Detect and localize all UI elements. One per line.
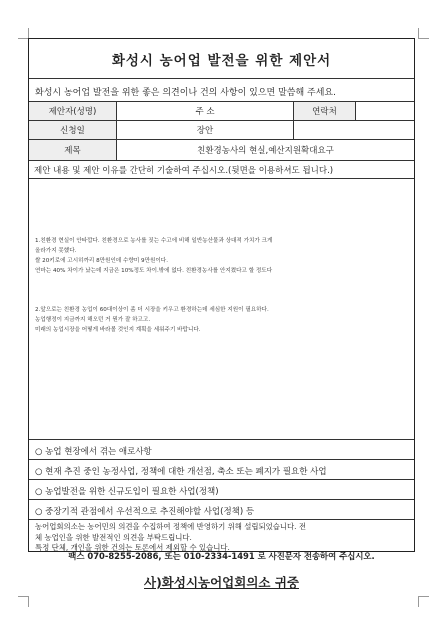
notice-text bbox=[29, 519, 414, 553]
proposer-label: 제안자(성명) bbox=[29, 102, 116, 120]
option-item: ○ 중장기적 관점에서 우선적으로 추진해야할 사업(정책) 등 bbox=[29, 500, 414, 520]
affiliation-value[interactable]: 장안 bbox=[196, 126, 214, 136]
content-paragraph-2 bbox=[35, 305, 408, 335]
crop-mark-top-right bbox=[418, 28, 429, 39]
content-line: 농업행정이 지금까지 해오던 거 뭔가 잘 하고고. bbox=[35, 317, 151, 323]
proposal-form bbox=[28, 38, 415, 552]
recipient-footer bbox=[28, 573, 415, 591]
subject-row bbox=[29, 140, 414, 161]
proposer-value[interactable]: 주 소 bbox=[195, 107, 215, 117]
content-body[interactable] bbox=[29, 179, 414, 440]
crop-mark-bottom-right bbox=[418, 596, 429, 607]
proposer-row bbox=[29, 102, 414, 121]
content-line: 올라가지 못했다. bbox=[35, 248, 77, 254]
content-line: 1.친환경 현실이 안타깝다. 친환경으로 농사를 짓는 수고에 비해 일반농산물과 상대적 가치가 크게 bbox=[35, 238, 273, 244]
fax-contact-line: 팩스 070-8255-2086, 또는 010-2334-1491 로 사진문자 전송하여 주십시오. bbox=[68, 551, 375, 561]
form-title: 화성시 농어업 발전을 위한 제안서 bbox=[29, 39, 414, 79]
contact-value[interactable] bbox=[356, 102, 414, 120]
notice-line: 체 농업인을 위한 발전적인 의견을 부탁드립니다. bbox=[35, 532, 192, 542]
notice-line: 특정 단체, 개인을 위한 건의는 토론에서 제외할 수 있습니다. bbox=[35, 543, 230, 552]
content-line: 미래의 농업시장을 어떻게 바라볼 것인지 계획을 세워주기 바랍니다. bbox=[35, 327, 201, 333]
content-hint: 제안 내용 및 제안 이유를 간단히 기술하여 주십시오.(뒷면을 이용하셔도 됩니다.) bbox=[29, 161, 414, 179]
option-item: ○ 현재 추진 중인 농정사업, 정책에 대한 개선점, 축소 또는 폐지가 필요한 사업 bbox=[29, 460, 414, 480]
affiliation-row bbox=[29, 121, 414, 140]
content-line: 쌀 20키로에 고시히까리 8만원인데 수향미 9만원이다. bbox=[35, 258, 168, 264]
subject-value[interactable]: 친환경농사의 현실,예산지원확대요구 bbox=[197, 146, 334, 156]
affiliation-label: 신청일 bbox=[29, 121, 116, 139]
recipient-text: 사)화성시농어업회의소 귀중 bbox=[144, 575, 299, 590]
content-line: 2.앞으로는 친환경 농업이 60대이상이 좀 더 시장을 키우고 환경하는데 세심한 지원이 필요하다. bbox=[35, 307, 269, 313]
form-intro: 화성시 농어업 발전을 위한 좋은 의견이나 건의 사항이 있으면 말씀해 주세요. bbox=[29, 79, 414, 102]
option-item: ○ 농업 현장에서 겪는 애로사항 bbox=[29, 440, 414, 460]
option-item: ○ 농업발전을 위한 신규도입이 필요한 사업(정책) bbox=[29, 480, 414, 500]
content-paragraph-1 bbox=[35, 236, 408, 276]
subject-label: 제목 bbox=[29, 140, 116, 160]
affiliation-extra[interactable] bbox=[294, 121, 414, 139]
contact-label: 연락처 bbox=[294, 102, 355, 120]
content-line: 연마는 40% 차이가 났는데 지금은 10%정도 차이.밖에 없다. 친환경농사를 안지켰다고 할 정도다 bbox=[35, 268, 273, 274]
crop-mark-bottom-left bbox=[18, 596, 29, 607]
notice-line: 농어업회의소는 농어민의 의견을 수집하여 정책에 반영하기 위해 설립되었습니다. 전 bbox=[35, 522, 307, 531]
